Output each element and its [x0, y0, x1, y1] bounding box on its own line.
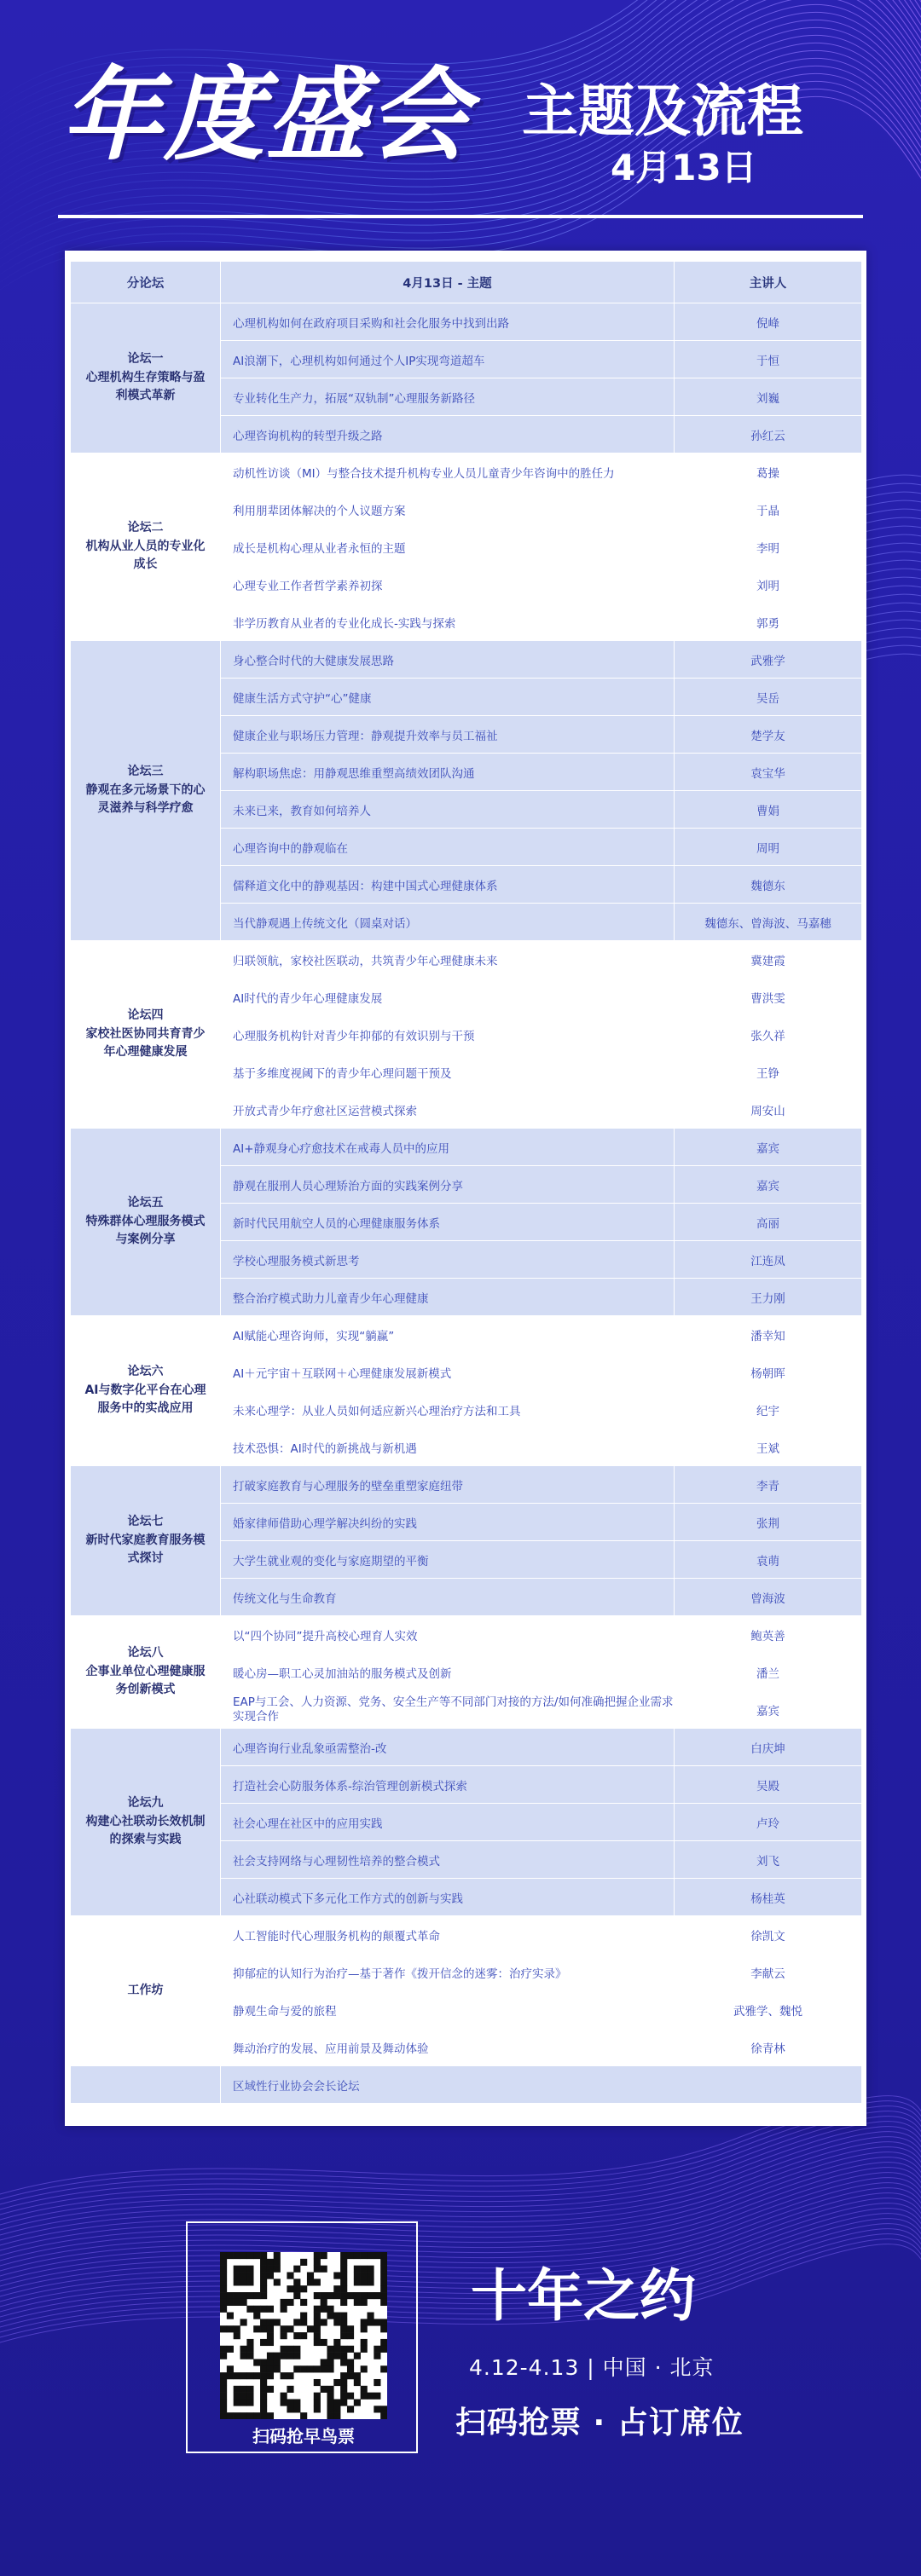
speaker-cell: 冀建霞: [675, 941, 862, 979]
speaker-cell: 潘幸知: [675, 1316, 862, 1354]
header-speaker: 主讲人: [675, 262, 862, 303]
topic-cell: AI浪潮下，心理机构如何通过个人IP实现弯道超车: [221, 341, 675, 378]
table-row: [71, 641, 862, 679]
topic-cell: EAP与工会、人力资源、党务、安全生产等不同部门对接的方法/如何准确把握企业需求实现合作: [221, 1691, 675, 1729]
topic-cell: 归联领航，家校社医联动，共筑青少年心理健康未来: [221, 941, 675, 979]
topic-cell: 心理服务机构针对青少年抑郁的有效识别与干预: [221, 1016, 675, 1054]
topic-cell: 当代静观遇上传统文化（圆桌对话）: [221, 904, 675, 941]
topic-cell: 心理咨询行业乱象亟需整治-改: [221, 1729, 675, 1766]
topic-cell: 基于多维度视阈下的青少年心理问题干预及: [221, 1054, 675, 1091]
forum-name: 论坛五 特殊群体心理服务模式与案例分享: [71, 1129, 221, 1316]
topic-cell: 心理咨询中的静观临在: [221, 829, 675, 866]
speaker-cell: 王斌: [675, 1429, 862, 1466]
speaker-cell: 袁萌: [675, 1541, 862, 1579]
forum-name: 论坛六 AI与数字化平台在心理服务中的实战应用: [71, 1316, 221, 1466]
forum-name: 工作坊: [71, 1916, 221, 2066]
forum-group: [71, 1916, 862, 2066]
qr-code[interactable]: [220, 2252, 387, 2419]
topic-cell: 儒释道文化中的静观基因：构建中国式心理健康体系: [221, 866, 675, 904]
promo-call-to-action: 扫码抢票 · 占订席位: [455, 2406, 744, 2440]
table-row: [71, 2066, 862, 2104]
speaker-cell: 吴殿: [675, 1766, 862, 1804]
speaker-cell: 鲍英善: [675, 1616, 862, 1654]
sub-title: 主题及流程: [522, 78, 803, 144]
speaker-cell: 杨桂英: [675, 1879, 862, 1916]
speaker-cell: 王力刚: [675, 1279, 862, 1316]
speaker-cell: 葛操: [675, 453, 862, 491]
speaker-cell: 袁宝华: [675, 754, 862, 791]
topic-cell: AI＋元宇宙＋互联网＋心理健康发展新模式: [221, 1354, 675, 1391]
speaker-cell: 武雅学: [675, 641, 862, 679]
speaker-cell: 卢玲: [675, 1804, 862, 1841]
forum-group: [71, 1616, 862, 1729]
forum-group: [71, 1316, 862, 1466]
forum-group: [71, 641, 862, 941]
speaker-cell: 嘉宾: [675, 1166, 862, 1204]
promo-date-location: 4.12-4.13 | 中国 · 北京: [469, 2355, 715, 2380]
empty-cell: [71, 2066, 221, 2104]
topic-cell: 婚家律师借助心理学解决纠纷的实践: [221, 1504, 675, 1541]
forum-group: [71, 1466, 862, 1616]
topic-cell: 学校心理服务模式新思考: [221, 1241, 675, 1279]
speaker-cell: 潘兰: [675, 1654, 862, 1691]
speaker-cell: 魏德东、曾海波、马嘉穗: [675, 904, 862, 941]
promo-title: 十年之约: [471, 2262, 696, 2329]
speaker-cell: 于恒: [675, 341, 862, 378]
topic-cell: 舞动治疗的发展、应用前景及舞动体验: [221, 2029, 675, 2066]
speaker-cell: 张久祥: [675, 1016, 862, 1054]
speaker-cell: 徐凯文: [675, 1916, 862, 1954]
speaker-cell: 倪峰: [675, 303, 862, 341]
speaker-cell: 周明: [675, 829, 862, 866]
topic-cell: 专业转化生产力，拓展“双轨制”心理服务新路径: [221, 378, 675, 416]
speaker-cell: 李献云: [675, 1954, 862, 1991]
speaker-cell: 于晶: [675, 491, 862, 528]
speaker-cell: 王铮: [675, 1054, 862, 1091]
topic-cell: 社会支持网络与心理韧性培养的整合模式: [221, 1841, 675, 1879]
topic-cell: 社会心理在社区中的应用实践: [221, 1804, 675, 1841]
forum-group: [71, 1129, 862, 1316]
forum-name: 论坛二 机构从业人员的专业化成长: [71, 453, 221, 641]
speaker-cell: 曾海波: [675, 1579, 862, 1616]
topic-cell: 开放式青少年疗愈社区运营模式探索: [221, 1091, 675, 1129]
forum-group: [71, 303, 862, 453]
topic-cell: AI赋能心理咨询师，实现“躺赢”: [221, 1316, 675, 1354]
speaker-cell: 曹洪雯: [675, 979, 862, 1016]
speaker-cell: 郭勇: [675, 604, 862, 641]
topic-cell: AI时代的青少年心理健康发展: [221, 979, 675, 1016]
topic-cell: 健康企业与职场压力管理：静观提升效率与员工福祉: [221, 716, 675, 754]
speaker-cell: 杨朝晖: [675, 1354, 862, 1391]
speaker-cell: 孙红云: [675, 416, 862, 453]
topic-cell: 暖心房—职工心灵加油站的服务模式及创新: [221, 1654, 675, 1691]
speaker-cell: 刘明: [675, 566, 862, 604]
topic-cell: 非学历教育从业者的专业化成长-实践与探索: [221, 604, 675, 641]
footer-group: [71, 2066, 862, 2104]
forum-name: 论坛九 构建心社联动长效机制的探索与实践: [71, 1729, 221, 1916]
speaker-cell: 纪宇: [675, 1391, 862, 1429]
topic-cell: 未来心理学：从业人员如何适应新兴心理治疗方法和工具: [221, 1391, 675, 1429]
topic-cell: 解构职场焦虑：用静观思维重塑高绩效团队沟通: [221, 754, 675, 791]
speaker-cell: 白庆坤: [675, 1729, 862, 1766]
topic-cell: 动机性访谈（MI）与整合技术提升机构专业人员儿童青少年咨询中的胜任力: [221, 453, 675, 491]
speaker-cell: 李青: [675, 1466, 862, 1504]
table-header-row: [71, 262, 862, 303]
topic-cell: AI+静观身心疗愈技术在戒毒人员中的应用: [221, 1129, 675, 1166]
topic-cell: 心社联动模式下多元化工作方式的创新与实践: [221, 1879, 675, 1916]
qr-label: 扫码抢早鸟票: [252, 2426, 355, 2446]
schedule-table: [70, 261, 862, 2104]
speaker-cell: 刘飞: [675, 1841, 862, 1879]
forum-name: 论坛七 新时代家庭教育服务模式探讨: [71, 1466, 221, 1616]
topic-cell: 传统文化与生命教育: [221, 1579, 675, 1616]
topic-cell: 健康生活方式守护“心”健康: [221, 679, 675, 716]
topic-cell: 心理专业工作者哲学素养初探: [221, 566, 675, 604]
forum-group: [71, 453, 862, 641]
forum-name: 论坛四 家校社医协同共育青少年心理健康发展: [71, 941, 221, 1129]
header-topic: 4月13日 - 主题: [221, 262, 675, 303]
topic-cell: 技术恐惧：AI时代的新挑战与新机遇: [221, 1429, 675, 1466]
table-row: [71, 1466, 862, 1504]
topic-cell: 大学生就业观的变化与家庭期望的平衡: [221, 1541, 675, 1579]
speaker-cell: 楚学友: [675, 716, 862, 754]
table-row: [71, 1729, 862, 1766]
speaker-cell: 高丽: [675, 1204, 862, 1241]
topic-cell: 抑郁症的认知行为治疗—基于著作《拨开信念的迷雾：治疗实录》: [221, 1954, 675, 1991]
topic-cell: 未来已来，教育如何培养人: [221, 791, 675, 829]
speaker-cell: 嘉宾: [675, 1129, 862, 1166]
speaker-cell: 江连凤: [675, 1241, 862, 1279]
topic-cell: 打破家庭教育与心理服务的壁垒重塑家庭纽带: [221, 1466, 675, 1504]
speaker-cell: 徐青林: [675, 2029, 862, 2066]
title-divider: [58, 215, 863, 218]
topic-cell: 心理咨询机构的转型升级之路: [221, 416, 675, 453]
forum-name: 论坛一 心理机构生存策略与盈利模式革新: [71, 303, 221, 453]
table-row: [71, 453, 862, 491]
table-row: [71, 1129, 862, 1166]
topic-cell: 新时代民用航空人员的心理健康服务体系: [221, 1204, 675, 1241]
event-date: 4月13日: [611, 147, 757, 188]
speaker-cell: 刘巍: [675, 378, 862, 416]
topic-cell: 身心整合时代的大健康发展思路: [221, 641, 675, 679]
topic-cell: 静观在服刑人员心理矫治方面的实践案例分享: [221, 1166, 675, 1204]
speaker-cell: 嘉宾: [675, 1691, 862, 1729]
footer-topic: 区域性行业协会会长论坛: [221, 2066, 862, 2104]
table-row: [71, 1316, 862, 1354]
speaker-cell: 吴岳: [675, 679, 862, 716]
topic-cell: 利用朋辈团体解决的个人议题方案: [221, 491, 675, 528]
topic-cell: 以“四个协同”提升高校心理育人实效: [221, 1616, 675, 1654]
header: [0, 0, 921, 230]
speaker-cell: 魏德东: [675, 866, 862, 904]
forum-group: [71, 1729, 862, 1916]
speaker-cell: 周安山: [675, 1091, 862, 1129]
speaker-cell: 曹娟: [675, 791, 862, 829]
topic-cell: 成长是机构心理从业者永恒的主题: [221, 528, 675, 566]
qr-code-pattern: [220, 2252, 387, 2419]
header-forum: 分论坛: [71, 262, 221, 303]
topic-cell: 静观生命与爱的旅程: [221, 1991, 675, 2029]
forum-name: 论坛八 企事业单位心理健康服务创新模式: [71, 1616, 221, 1729]
schedule-panel: [65, 251, 866, 2126]
table-row: [71, 303, 862, 341]
forum-name: 论坛三 静观在多元场景下的心灵滋养与科学疗愈: [71, 641, 221, 941]
main-title: 年度盛会: [61, 56, 472, 174]
table-row: [71, 1616, 862, 1654]
forum-group: [71, 941, 862, 1129]
topic-cell: 人工智能时代心理服务机构的颠覆式革命: [221, 1916, 675, 1954]
topic-cell: 打造社会心防服务体系-综治管理创新模式探索: [221, 1766, 675, 1804]
speaker-cell: 李明: [675, 528, 862, 566]
speaker-cell: 武雅学、魏悦: [675, 1991, 862, 2029]
table-row: [71, 941, 862, 979]
topic-cell: 心理机构如何在政府项目采购和社会化服务中找到出路: [221, 303, 675, 341]
qr-frame: [186, 2221, 418, 2453]
table-row: [71, 1916, 862, 1954]
speaker-cell: 张荆: [675, 1504, 862, 1541]
topic-cell: 整合治疗模式助力儿童青少年心理健康: [221, 1279, 675, 1316]
